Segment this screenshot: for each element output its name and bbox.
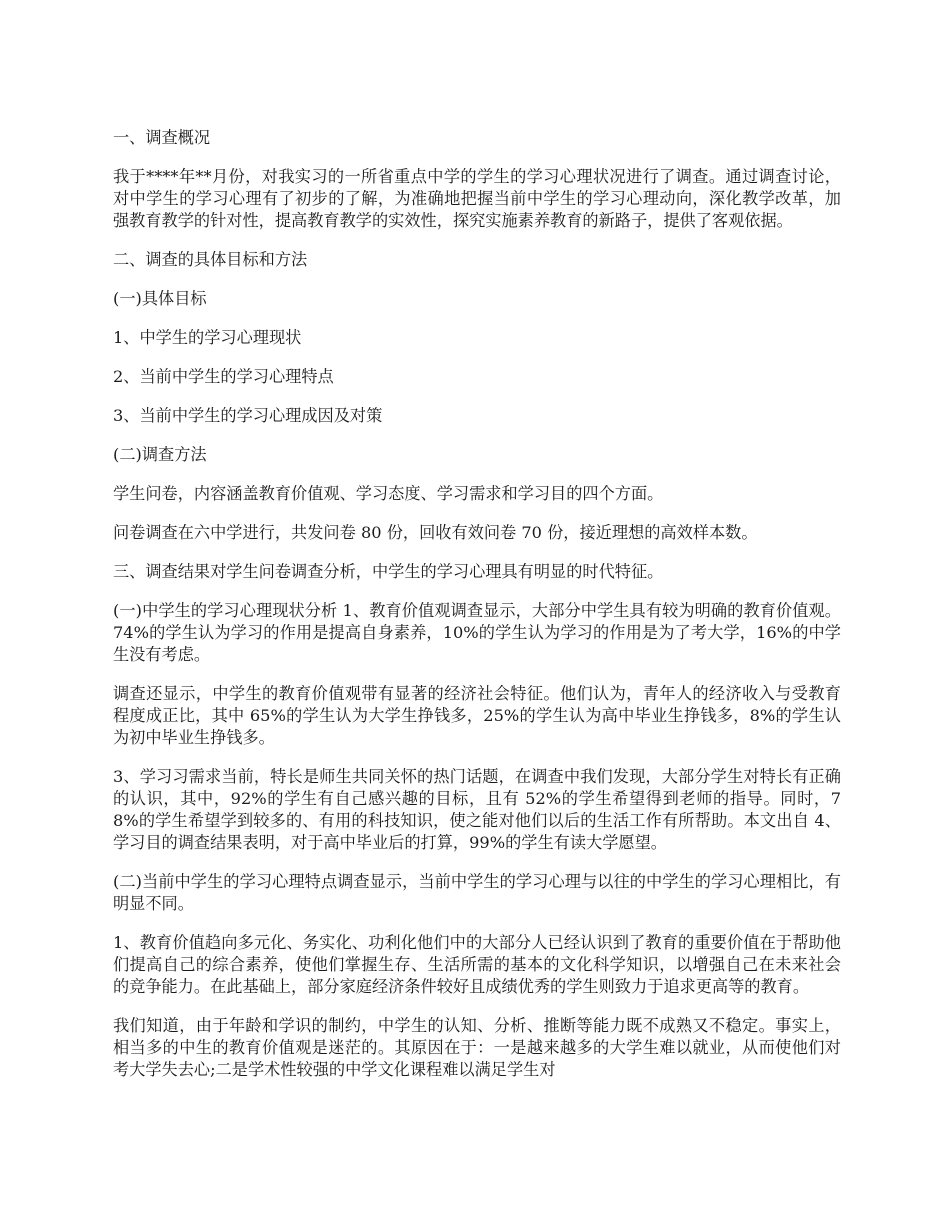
list-item-goal-2: 2、当前中学生的学习心理特点: [113, 367, 334, 386]
paragraph-questionnaire: 学生问卷，内容涵盖教育价值观、学习态度、学习需求和学习目的四个方面。: [113, 484, 664, 503]
list-item-goal-3: 3、当前中学生的学习心理成因及对策: [113, 406, 383, 425]
subheading-specific-goals: (一)具体目标: [113, 289, 207, 308]
list-item-goal-1: 1、中学生的学习心理现状: [113, 328, 302, 347]
subheading-survey-method: (二)调查方法: [113, 445, 207, 464]
paragraph-economic-features: 调查还显示，中学生的教育价值观带有显著的经济社会特征。他们认为，青年人的经济收入与受教育程度成正比，其中 65%的学生认为大学生挣钱多，25%的学生认为高中毕业生挣钱多，8%的学生认为初中毕业生挣钱多。: [113, 684, 841, 747]
section-heading-goals-methods: 二、调查的具体目标和方法: [113, 250, 308, 269]
section-heading-results: 三、调查结果对学生问卷调查分析，中学生的学习心理具有明显的时代特征。: [113, 562, 664, 581]
paragraph-learning-needs: 3、学习习需求当前，特长是师生共同关怀的热门话题，在调查中我们发现，大部分学生对特长有正确的认识，其中，92%的学生有自己感兴趣的目标，且有 52%的学生希望得到老师的指导。同时，78%的学生希望学到较多的、有用的科技知识，使之能对他们以后的生活工作有所帮助。本文出自 4、学习目的调查结果表明，对于高中毕业后的打算，99%的学生有读大学愿望。: [113, 767, 841, 852]
paragraph-sample: 问卷调查在六中学进行，共发问卷 80 份，回收有效问卷 70 份，接近理想的高效样本数。: [113, 523, 758, 542]
paragraph-characteristics: (二)当前中学生的学习心理特点调查显示，当前中学生的学习心理与以往的中学生的学习心理相比，有明显不同。: [113, 872, 841, 913]
paragraph-value-trends: 1、教育价值趋向多元化、务实化、功利化他们中的大部分人已经认识到了教育的重要价值在于帮助他们提高自己的综合素养，使他们掌握生存、生活所需的基本的文化科学知识，以增强自己在未来社会的竞争能力。在此基础上，部分家庭经济条件较好且成绩优秀的学生则致力于追求更高等的教育。: [113, 933, 841, 996]
section-heading-overview: 一、调查概况: [113, 128, 211, 147]
paragraph-analysis: 我们知道，由于年龄和学识的制约，中学生的认知、分析、推断等能力既不成熟又不稳定。事实上，相当多的中生的教育价值观是迷茫的。其原因在于：一是越来越多的大学生难以就业，从而使他们对考大学失去心;二是学术性较强的中学文化课程难以满足学生对: [113, 1016, 841, 1079]
paragraph-current-status: (一)中学生的学习心理现状分析 1、教育价值观调查显示，大部分中学生具有较为明确的教育价值观。74%的学生认为学习的作用是提高自身素养，10%的学生认为学习的作用是为了考大学，16%的中学生没有考虑。: [113, 601, 841, 664]
document-body: [113, 127, 841, 1098]
paragraph-intro: 我于****年**月份，对我实习的一所省重点中学的学生的学习心理状况进行了调查。通过调查讨论，对中学生的学习心理有了初步的了解，为准确地把握当前中学生的学习心理动向，深化教学改革，加强教育教学的针对性，提高教育教学的实效性，探究实施素养教育的新路子，提供了客观依据。: [113, 167, 841, 230]
